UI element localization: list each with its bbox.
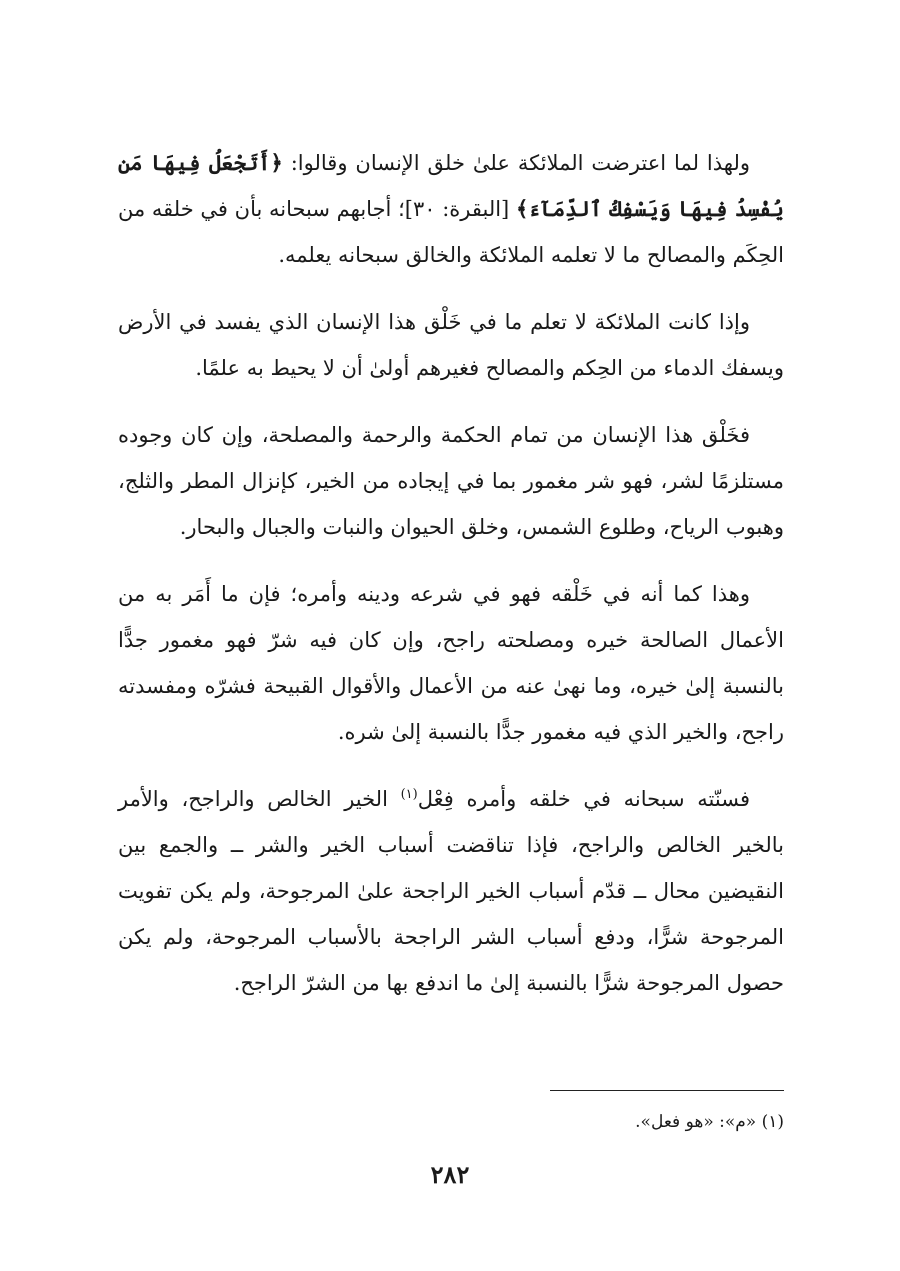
footnote: (١) «م»: «هو فعل». — [635, 1112, 784, 1132]
footnote-divider — [550, 1090, 784, 1091]
main-text — [118, 140, 784, 1027]
paragraph-5 — [118, 776, 784, 1006]
paragraph-2: وإذا كانت الملائكة لا تعلم ما في خَلْق هذا الإنسان الذي يفسد في الأرض ويسفك الدماء من الحِكم والمصالح فغيرهم أولىٰ أن لا يحيط به علمًا. — [118, 310, 784, 380]
verse-citation: [البقرة: ٣٠] — [404, 197, 516, 221]
paragraph-3: فخَلْق هذا الإنسان من تمام الحكمة والرحمة والمصلحة، وإن كان وجوده مستلزمًا لشر، فهو شر مغمور بما في إيجاده من الخير، كإنزال المطر والثلج، وهبوب الرياح، وطلوع الشمس، وخلق الحيوان والنبات والجبال والبحار. — [118, 423, 784, 539]
paragraph-1-start: ولهذا لما اعترضت الملائكة علىٰ خلق الإنسان وقالوا: — [282, 151, 750, 175]
paragraph-1 — [118, 140, 784, 278]
paragraph-4: وهذا كما أنه في خَلْقه فهو في شرعه ودينه وأمره؛ فإن ما أَمَر به من الأعمال الصالحة خيره ومصلحته راجح، وإن كان فيه شرّ فهو مغمور جدًّا بالنسبة إلىٰ خيره، وما نهىٰ عنه من الأعمال والأقوال القبيحة فشرّه ومفسدته راجح، والخير الذي فيه مغمور جدًّا بالنسبة إلىٰ شره. — [118, 582, 784, 744]
page-number: ٢٨٢ — [430, 1160, 470, 1189]
paragraph-1-end: ؛ أجابهم سبحانه بأن في خلقه من الحِكَم والمصالح ما لا تعلمه الملائكة والخالق سبحانه يعلمه. — [118, 197, 784, 267]
quran-verse: ﴿أَتَجْعَلُ فِيهَا مَن يُفْسِدُ فِيهَا وَيَسْفِكُ ٱلدِّمَآءَ﴾ — [118, 150, 784, 221]
paragraph-5-end: الخير الخالص والراجح، والأمر بالخير الخالص والراجح، فإذا تناقضت أسباب الخير والشر ــ والجمع بين النقيضين محال ــ قدّم أسباب الخير الراجحة علىٰ المرجوحة، ولم يكن تفويت المرجوحة شرًّا، ودفع أسباب الشر الراجحة بالأسباب المرجوحة، ولم يكن حصول المرجوحة شرًّا بالنسبة إلىٰ ما اندفع بها من الشرّ الراجح. — [118, 787, 784, 995]
paragraph-5-start: فسنّته سبحانه في خلقه وأمره فِعْل — [417, 787, 750, 811]
footnote-reference: (١) — [400, 787, 418, 802]
